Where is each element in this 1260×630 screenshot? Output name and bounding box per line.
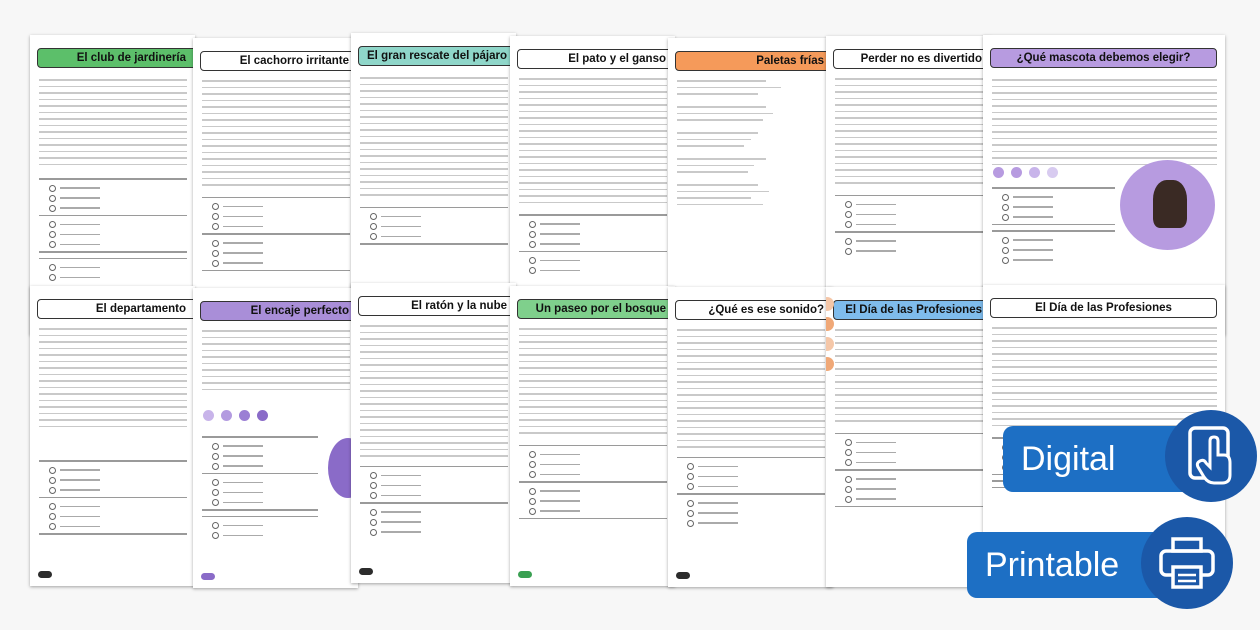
worksheet-title: Perder no es divertido (860, 53, 982, 65)
worksheet-title: El encaje perfecto (250, 305, 349, 317)
question-lines (992, 187, 1115, 267)
brand-logo (359, 568, 373, 575)
text-lines (202, 330, 350, 395)
worksheet-title: Un paseo por el bosque (535, 303, 666, 315)
worksheet-header (37, 48, 195, 68)
printer-icon (1141, 517, 1233, 609)
text-lines (519, 328, 667, 524)
worksheet-title: El gran rescate del pájaro (367, 50, 507, 62)
worksheet-header (200, 51, 358, 71)
worksheet-header (833, 49, 991, 69)
tab-circle (826, 317, 834, 331)
text-lines (202, 80, 350, 276)
tab-circle (826, 357, 834, 371)
tablet-touch-icon (1165, 410, 1257, 502)
brand-logo (676, 572, 690, 579)
worksheet-title: El club de jardinería (76, 52, 186, 64)
worksheet-header (675, 300, 833, 320)
worksheet-title: El pato y el ganso (568, 53, 666, 65)
child-figure (1153, 180, 1187, 228)
worksheet-header (517, 49, 675, 69)
worksheet-card (30, 286, 195, 586)
worksheet-title: El cachorro irritante (239, 55, 349, 67)
brand-logo (38, 571, 52, 578)
tab-circle (826, 337, 834, 351)
worksheet-title: ¿Qué es ese sonido? (708, 304, 824, 316)
text-lines (519, 78, 667, 277)
worksheet-header (990, 298, 1217, 318)
worksheet-title: El Día de las Profesiones (845, 304, 982, 316)
color-dots (993, 167, 1058, 178)
worksheet-card (510, 286, 675, 586)
text-lines (835, 329, 983, 512)
worksheet-title: El departamento (95, 303, 186, 315)
printable-label: Printable (985, 545, 1120, 584)
text-lines (835, 78, 983, 258)
worksheet-header (675, 51, 833, 71)
brand-logo (201, 573, 215, 580)
worksheet-title: El Día de las Profesiones (1035, 302, 1172, 314)
text-lines (677, 329, 825, 530)
text-lines (39, 79, 187, 284)
text-lines (677, 80, 825, 210)
worksheet-title: El ratón y la nube (411, 300, 507, 312)
digital-label: Digital (1021, 439, 1116, 478)
worksheet-card (351, 283, 516, 583)
text-lines (360, 77, 508, 250)
question-lines (202, 436, 318, 542)
worksheet-card (193, 288, 358, 588)
worksheet-card (668, 287, 833, 587)
worksheet-title: Paletas frías (756, 55, 824, 67)
worksheet-header (358, 296, 516, 316)
text-lines (39, 328, 187, 540)
brand-logo (518, 571, 532, 578)
text-lines (992, 79, 1217, 170)
worksheet-header (37, 299, 195, 319)
worksheet-header (990, 48, 1217, 68)
worksheet-header (833, 300, 991, 320)
worksheet-title: ¿Qué mascota debemos elegir? (1016, 52, 1191, 64)
worksheet-header (358, 46, 516, 66)
worksheet-header (517, 299, 675, 319)
color-dots (203, 410, 268, 421)
text-lines (360, 325, 508, 539)
worksheet-header (200, 301, 358, 321)
